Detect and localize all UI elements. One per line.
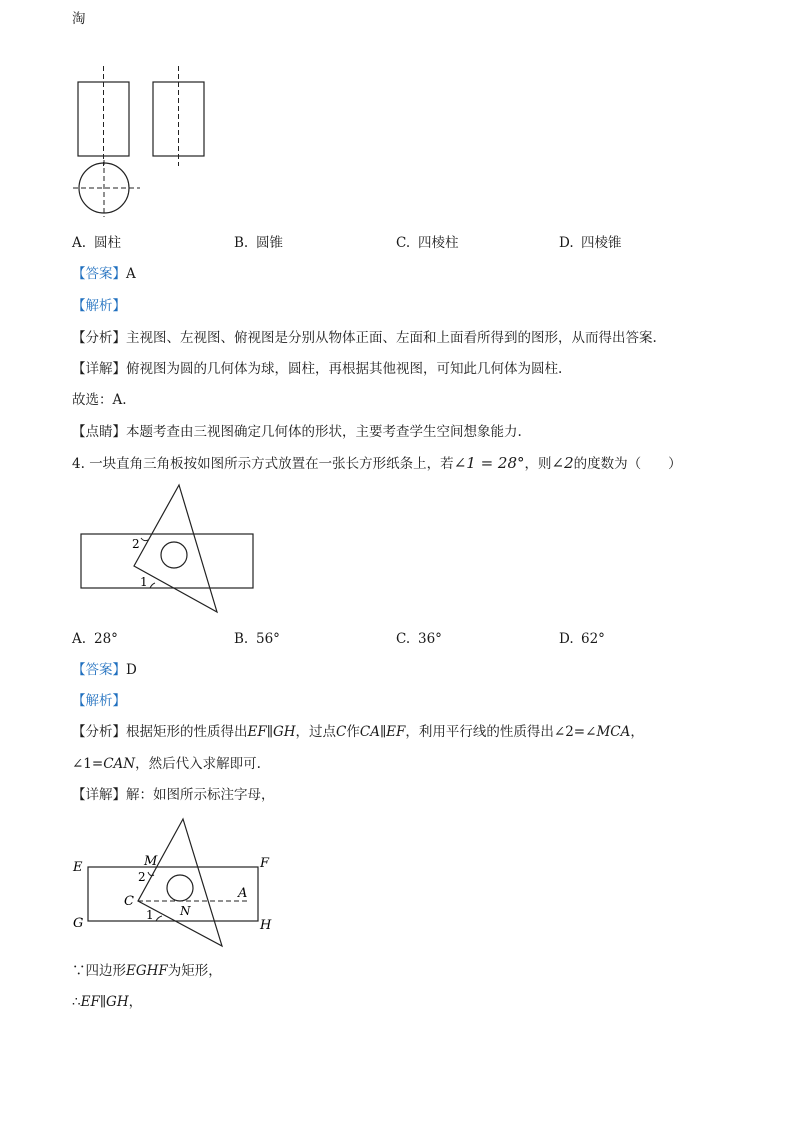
xiangjie-tag: 【详解】 bbox=[72, 787, 126, 803]
rect-EGHF bbox=[88, 867, 258, 921]
fenxi-text: 主视图、左视图、俯视图是分别从物体正面、左面和上面看所得到的图形，从而得出答案. bbox=[126, 330, 657, 346]
fenxi-math: EF∥GH bbox=[247, 724, 296, 740]
dianjing-text: 本题考查由三视图确定几何体的形状，主要考查学生空间想象能力. bbox=[126, 424, 522, 440]
triangle-hole bbox=[161, 542, 187, 568]
xiangjie-text: 俯视图为圆的几何体为球，圆柱，再根据其他视图，可知此几何体为圆柱. bbox=[126, 361, 563, 377]
q4-number: 4. bbox=[72, 456, 85, 472]
answer-tag: 【答案】 bbox=[72, 266, 126, 282]
fenxi-text: ，利用平行线的性质得出∠2=∠ bbox=[405, 724, 597, 740]
q4-stem bbox=[72, 454, 682, 473]
therefore-math: EF∥GH bbox=[80, 994, 129, 1010]
q3-fenxi-line bbox=[72, 329, 657, 347]
q4-stem-part1: 一块直角三角板按如图所示方式放置在一张长方形纸条上，若 bbox=[89, 456, 454, 472]
fenxi-text: ∠1= bbox=[72, 756, 104, 772]
angle1-label: 1 bbox=[140, 575, 148, 589]
q4-fenxi-line1 bbox=[72, 723, 644, 741]
therefore-text: ， bbox=[128, 994, 143, 1010]
fenxi-text: 根据矩形的性质得出 bbox=[126, 724, 248, 740]
q3-dianjing-line bbox=[72, 423, 522, 441]
angle1-arc bbox=[156, 916, 162, 921]
q4-therefore-line bbox=[72, 993, 142, 1011]
q3-option-a: A. 圆柱 bbox=[72, 235, 121, 251]
fenxi-text: ， bbox=[630, 724, 644, 740]
label-N: N bbox=[180, 904, 191, 918]
q3-option-c: C. 四棱柱 bbox=[396, 235, 459, 251]
triangle-hole bbox=[167, 875, 193, 901]
label-C: C bbox=[124, 894, 134, 909]
q3-option-b: B. 圆锥 bbox=[234, 235, 283, 251]
q3-option-d: D. 四棱锥 bbox=[559, 235, 622, 251]
label-H: H bbox=[260, 918, 272, 933]
answer-value: D bbox=[126, 662, 137, 678]
fenxi-text: 作 bbox=[346, 724, 360, 740]
answer-tag: 【答案】 bbox=[72, 662, 126, 678]
label-G: G bbox=[73, 916, 84, 931]
angle1-label: 1 bbox=[146, 908, 154, 922]
fenxi-text: ，然后代入求解即可. bbox=[135, 756, 261, 772]
angle2-arc bbox=[141, 538, 148, 541]
fenxi-math: CAN bbox=[103, 756, 136, 772]
q3-choose-line: 故选：A. bbox=[72, 392, 127, 408]
q3-analysis-tag: 【解析】 bbox=[72, 298, 126, 314]
q4-analysis-tag: 【解析】 bbox=[72, 693, 126, 709]
q4-stem-math2: ∠2 bbox=[551, 454, 574, 472]
q4-option-b: B. 56° bbox=[234, 631, 280, 647]
angle2-label: 2 bbox=[132, 537, 140, 551]
label-M: M bbox=[144, 854, 158, 869]
dianjing-tag: 【点睛】 bbox=[72, 424, 126, 440]
fenxi-math: C bbox=[336, 724, 347, 740]
q4-labeled-figure bbox=[70, 815, 280, 950]
because-text: 为矩形， bbox=[167, 963, 222, 979]
fenxi-text: ，过点 bbox=[295, 724, 337, 740]
q4-because-line bbox=[72, 962, 222, 980]
fenxi-math: MCA bbox=[596, 724, 631, 740]
triangle-ruler bbox=[134, 485, 217, 612]
q4-stem-part3: 的度数为（ ） bbox=[573, 456, 682, 472]
paper-strip-rect bbox=[81, 534, 253, 588]
q4-stem-math: ∠1 = 28° bbox=[453, 454, 525, 472]
q4-figure bbox=[70, 480, 270, 620]
answer-value: A bbox=[126, 266, 136, 282]
fenxi-tag: 【分析】 bbox=[72, 330, 126, 346]
label-A: A bbox=[238, 886, 248, 901]
side-view-figure bbox=[140, 62, 220, 172]
q4-option-a: A. 28° bbox=[72, 631, 118, 647]
therefore-text: ∴ bbox=[72, 994, 81, 1010]
q4-option-d: D. 62° bbox=[559, 631, 605, 647]
triangle-ruler bbox=[138, 819, 222, 946]
angle2-label: 2 bbox=[138, 870, 146, 884]
because-math: EGHF bbox=[126, 963, 168, 979]
q4-option-c: C. 36° bbox=[396, 631, 442, 647]
q4-answer-line bbox=[72, 661, 137, 679]
fenxi-math: CA∥EF bbox=[359, 724, 406, 740]
xiangjie-text: 解：如图所示标注字母， bbox=[126, 787, 275, 803]
q4-stem-part2: ，则 bbox=[524, 456, 552, 472]
fenxi-tag: 【分析】 bbox=[72, 724, 126, 740]
angle1-arc bbox=[150, 583, 155, 588]
q4-xiangjie-line bbox=[72, 786, 275, 804]
q4-fenxi-line2 bbox=[72, 755, 261, 773]
page-top-fragment: 淘 bbox=[72, 11, 86, 27]
xiangjie-tag: 【详解】 bbox=[72, 361, 126, 377]
q3-xiangjie-line bbox=[72, 360, 562, 378]
label-F: F bbox=[260, 856, 270, 871]
label-E: E bbox=[73, 860, 83, 875]
q3-answer-line bbox=[72, 265, 136, 283]
because-text: ∵四边形 bbox=[72, 963, 126, 979]
